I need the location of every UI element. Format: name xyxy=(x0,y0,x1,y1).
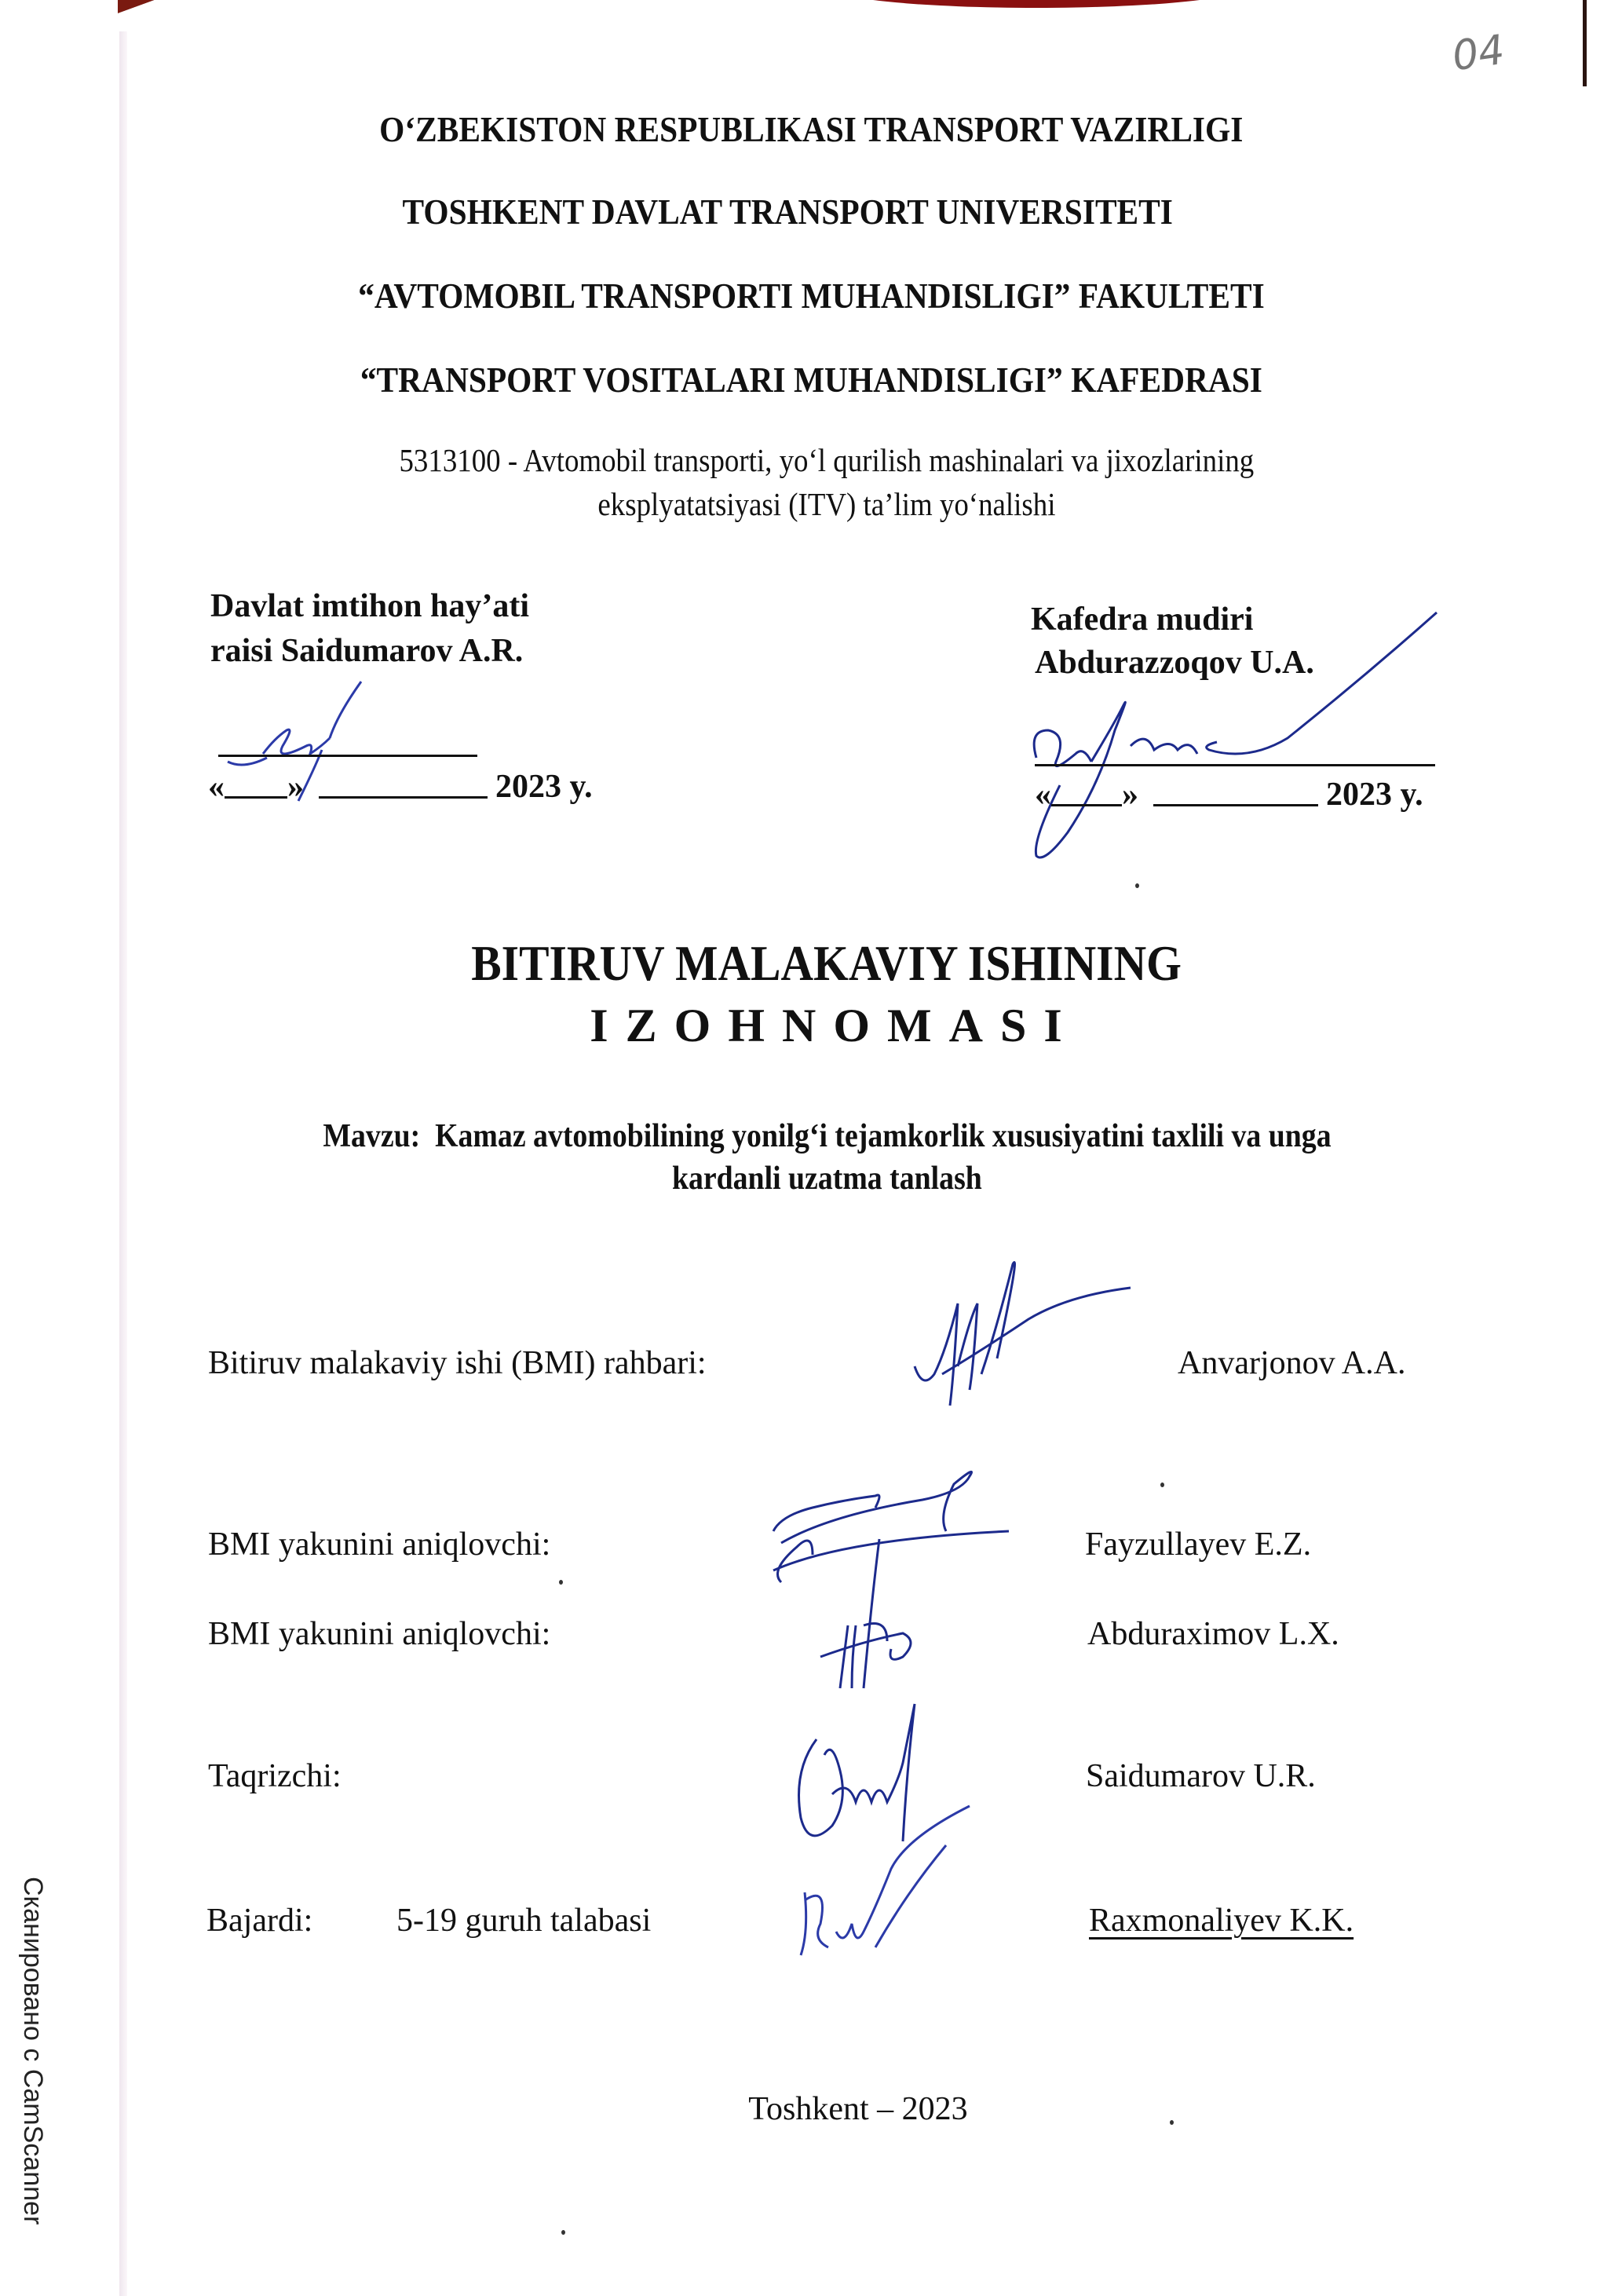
date-open-quote: « xyxy=(1035,777,1051,813)
signature-examiner-2 xyxy=(816,1539,958,1696)
signature-student xyxy=(789,1814,993,1971)
scan-speck xyxy=(561,2230,565,2235)
topic-text-1: Kamaz avtomobilining yonilg‘i tejamkorlik xususiyatini taxlili va unga xyxy=(434,1118,1332,1154)
scan-background-corner xyxy=(118,0,165,16)
date-right xyxy=(1035,776,1423,813)
page-right-edge xyxy=(1583,0,1587,86)
document-title-line2: IZOHNOMASI xyxy=(590,1000,1080,1051)
signature-supervisor xyxy=(911,1256,1146,1429)
day-blank xyxy=(1051,776,1122,806)
topic-line-2: kardanli uzatma tanlash xyxy=(671,1161,982,1197)
document-title-line1: BITIRUV MALAKAVIY ISHINING xyxy=(471,935,1182,991)
signatory-role: BMI yakunini aniqlovchi: xyxy=(208,1526,551,1563)
scanner-watermark: Сканировано с CamScanner xyxy=(18,1877,48,2225)
topic-label: Mavzu: xyxy=(322,1118,420,1154)
department-heading: “TRANSPORT VOSITALARI MUHANDISLIGI” KAFEDRASI xyxy=(360,360,1262,400)
date-open-quote: « xyxy=(208,769,225,805)
topic-line-1 xyxy=(16,1117,1622,1155)
date-close-quote: » xyxy=(1122,777,1138,813)
signature-line-left xyxy=(218,755,477,757)
program-line-1: 5313100 - Avtomobil transporti, yo‘l qurilish mashinalari va jixozlarining xyxy=(399,442,1255,478)
scan-speck xyxy=(1170,2120,1174,2125)
scan-speck xyxy=(559,1580,563,1585)
signature-line-right xyxy=(1035,764,1435,766)
date-close-quote: » xyxy=(287,769,304,805)
signatory-name: Abduraximov L.X. xyxy=(1087,1616,1339,1652)
date-left xyxy=(208,768,593,806)
signatory-name: Saidumarov U.R. xyxy=(1086,1758,1316,1794)
signatory-name: Anvarjonov A.A. xyxy=(1178,1345,1406,1381)
year-right: 2023 y. xyxy=(1326,777,1423,813)
signatory-role: Taqrizchi: xyxy=(208,1758,342,1794)
program-line-2: eksplyatatsiyasi (ITV) ta’lim yo‘nalishi xyxy=(597,486,1056,522)
scan-background-object xyxy=(832,0,1240,8)
signatory-name: Fayzullayev E.Z. xyxy=(1085,1526,1312,1563)
approval-right-line1: Kafedra mudiri xyxy=(1031,601,1254,638)
student-group: 5-19 guruh talabasi xyxy=(396,1903,652,1939)
approval-left-line2: raisi Saidumarov A.R. xyxy=(210,633,524,669)
signatory-role: Bajardi: xyxy=(206,1903,313,1939)
place-and-year: Toshkent – 2023 xyxy=(748,2091,968,2127)
year-left: 2023 y. xyxy=(495,769,593,805)
month-blank xyxy=(319,768,488,799)
signatory-name: Raxmonaliyev K.K. xyxy=(1089,1903,1354,1939)
scan-speck xyxy=(1135,883,1139,888)
day-blank xyxy=(225,768,287,799)
signatory-role: BMI yakunini aniqlovchi: xyxy=(208,1616,551,1652)
ministry-heading: O‘ZBEKISTON RESPUBLIKASI TRANSPORT VAZIRLIGI xyxy=(378,109,1244,149)
signatory-role: Bitiruv malakaviy ishi (BMI) rahbari: xyxy=(208,1345,707,1381)
approval-right-line2: Abdurazzoqov U.A. xyxy=(1035,645,1314,681)
signature-head-of-department xyxy=(1013,605,1452,872)
approval-left-line1: Davlat imtihon hay’ati xyxy=(210,588,530,624)
month-blank xyxy=(1153,776,1318,806)
scan-speck xyxy=(1160,1483,1164,1487)
faculty-heading: “AVTOMOBIL TRANSPORTI MUHANDISLIGI” FAKULTETI xyxy=(357,276,1265,316)
page-marker: 04 xyxy=(1449,26,1508,81)
university-heading: TOSHKENT DAVLAT TRANSPORT UNIVERSITETI xyxy=(402,192,1173,232)
